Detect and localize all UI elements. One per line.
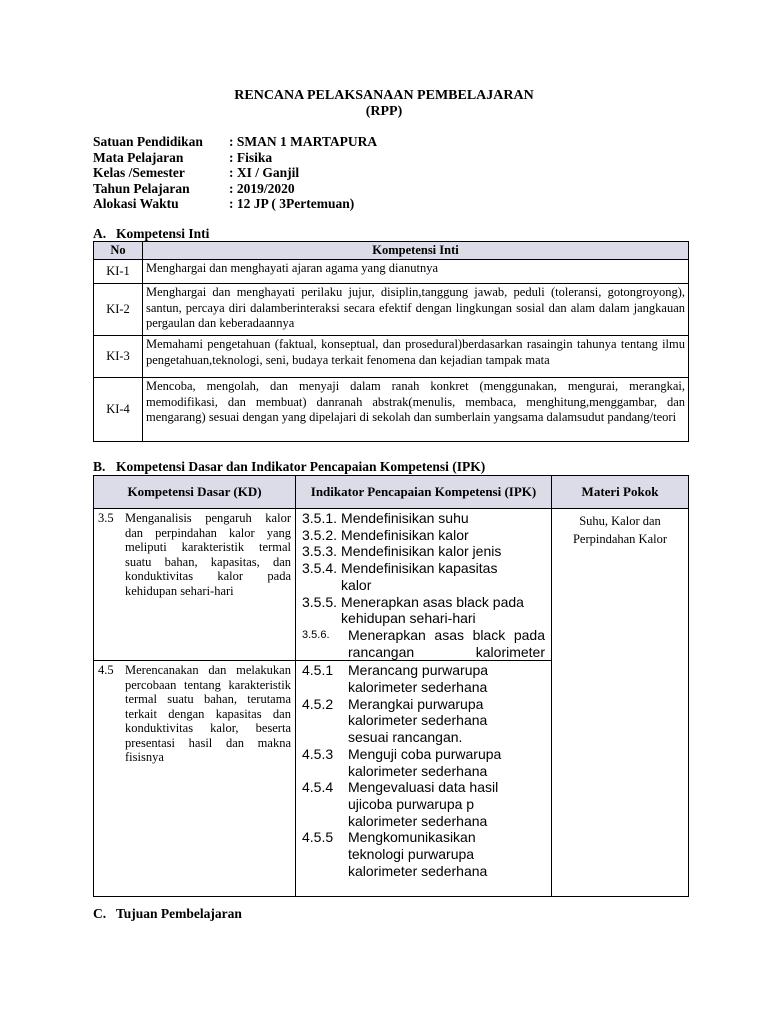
section-b-heading bbox=[93, 459, 485, 475]
ipk-item bbox=[302, 696, 545, 746]
ipk-text: Menerapkan asas black pada kehidupan sehari-hari bbox=[341, 593, 524, 627]
page-title: RENCANA PELAKSANAAN PEMBELAJARAN bbox=[234, 88, 534, 103]
table-row bbox=[94, 284, 689, 336]
identity-value: : SMAN 1 MARTAPURA bbox=[229, 134, 378, 149]
identity-row bbox=[93, 150, 377, 166]
ipk-item bbox=[302, 779, 545, 829]
identity-table bbox=[93, 134, 377, 212]
ipk-item bbox=[302, 527, 545, 544]
kd-text: Merencanakan dan melakukan percobaan tentang karakteristik termal suatu bahan, terutama terkait dengan kapasitas dan konduktivitas kalor, beserta presentasi hasil dan makna fisisnya bbox=[125, 663, 291, 765]
column-header-ki: Kompetensi Inti bbox=[143, 242, 689, 260]
section-title: Tujuan Pembelajaran bbox=[116, 906, 242, 921]
column-header-no: No bbox=[94, 242, 143, 260]
identity-label: Tahun Pelajaran bbox=[93, 180, 190, 196]
ipk-text: Menguji coba purwarupa kalorimeter sederhana bbox=[348, 745, 502, 779]
table-row bbox=[94, 509, 689, 661]
ipk-item bbox=[302, 746, 545, 779]
identity-value: : XI / Ganjil bbox=[229, 165, 300, 180]
kd-code: 3.5 bbox=[98, 511, 114, 525]
section-title: Kompetensi Dasar dan Indikator Pencapaian Kompetensi (IPK) bbox=[116, 459, 486, 474]
section-letter: B. bbox=[93, 459, 106, 474]
ipk-text: Mendefinisikan suhu bbox=[341, 510, 469, 526]
identity-row bbox=[93, 181, 377, 197]
ipk-code: 4.5.3 bbox=[302, 745, 334, 762]
kd-cell bbox=[94, 509, 296, 661]
ipk-code: 4.5.5 bbox=[302, 829, 334, 846]
section-letter: A. bbox=[93, 226, 107, 241]
ipk-code: 3.5.5. bbox=[302, 593, 338, 610]
ipk-text: Mengkomunikasikan teknologi purwarupa kalorimeter sederhana bbox=[348, 829, 488, 879]
ipk-text: Menerapkan asas black pada rancangan kalorimeter bbox=[348, 626, 545, 660]
ipk-cell bbox=[296, 661, 552, 897]
ipk-code: 3.5.2. bbox=[302, 526, 338, 543]
ipk-code: 4.5.1 bbox=[302, 662, 334, 679]
ki-text: Menghargai dan menghayati ajaran agama yang dianutnya bbox=[143, 260, 689, 284]
ipk-text: Merangkai purwarupa kalorimeter sederhana sesuai rancangan. bbox=[348, 695, 488, 746]
ipk-item bbox=[302, 829, 545, 879]
kompetensi-inti-table bbox=[93, 241, 689, 442]
ipk-item bbox=[302, 543, 545, 560]
kd-cell bbox=[94, 661, 296, 897]
ki-number: KI-3 bbox=[94, 336, 143, 378]
identity-label: Mata Pelajaran bbox=[93, 149, 184, 165]
column-header-kd: Kompetensi Dasar (KD) bbox=[94, 476, 296, 509]
column-header-materi: Materi Pokok bbox=[552, 476, 689, 509]
kd-text: Menganalisis pengaruh kalor dan perpindahan kalor yang meliputi karakteristik termal suatu bahan, kapasitas, dan konduktivitas kalor pada kehidupan sehari-hari bbox=[125, 511, 291, 598]
ki-number: KI-1 bbox=[94, 260, 143, 284]
section-c-heading bbox=[93, 906, 242, 922]
table-row bbox=[94, 260, 689, 284]
table-row bbox=[94, 336, 689, 378]
ipk-code: 4.5.2 bbox=[302, 695, 334, 712]
ipk-item bbox=[302, 662, 545, 695]
ipk-code: 3.5.4. bbox=[302, 560, 338, 577]
ipk-code: 3.5.3. bbox=[302, 543, 338, 560]
kd-code: 4.5 bbox=[98, 663, 114, 678]
ipk-code: 4.5.4 bbox=[302, 779, 334, 796]
ki-text: Memahami pengetahuan (faktual, konseptual, dan prosedural)berdasarkan rasaingin tahunya tentang ilmu pengetahuan,teknologi, seni, budaya terkait fenomena dan kejadian tampak mata bbox=[143, 336, 689, 378]
ipk-item bbox=[302, 510, 545, 527]
ki-text: Menghargai dan menghayati perilaku jujur, disiplin,tanggung jawab, peduli (toleransi, gotongroyong), santun, percaya diri dalamberinteraksi secara efektif dengan lingkungan sosial dan alam dalam jangkauan pergaulan dan keberadaannya bbox=[143, 284, 689, 336]
table-header-row bbox=[94, 242, 689, 260]
ipk-item bbox=[302, 594, 545, 627]
identity-label: Satuan Pendidikan bbox=[93, 134, 203, 149]
section-title: Kompetensi Inti bbox=[116, 226, 210, 241]
ipk-item bbox=[302, 560, 545, 593]
identity-label: Alokasi Waktu bbox=[93, 196, 179, 211]
ipk-code: 3.5.6. bbox=[302, 628, 330, 641]
ipk-text: Mendefinisikan kalor jenis bbox=[341, 543, 502, 560]
ipk-text: Mengevaluasi data hasil ujicoba purwarupa p kalorimeter sederhana bbox=[348, 779, 499, 829]
table-header-row bbox=[94, 476, 689, 509]
ipk-text: Mendefinisikan kapasitas kalor bbox=[341, 560, 498, 593]
identity-value: : Fisika bbox=[229, 149, 273, 165]
ipk-item bbox=[302, 627, 545, 660]
ki-text: Mencoba, mengolah, dan menyaji dalam ranah konkret (menggunakan, mengurai, merangkai, memodifikasi, dan membuat) danranah abstrak(menulis, membaca, menghitung,menggambar, dan mengarang) sesuai dengan yang dipelajari di sekolah dan sumberlain yangsama dalamsudut pandang/teori bbox=[143, 378, 689, 442]
ki-number: KI-2 bbox=[94, 284, 143, 336]
identity-row bbox=[93, 134, 377, 150]
ki-number: KI-4 bbox=[94, 378, 143, 442]
column-header-ipk: Indikator Pencapaian Kompetensi (IPK) bbox=[296, 476, 552, 509]
section-letter: C. bbox=[93, 906, 107, 921]
kompetensi-dasar-table bbox=[93, 475, 689, 897]
identity-row bbox=[93, 165, 377, 181]
ipk-text: Merancang purwarupa kalorimeter sederhana bbox=[348, 662, 489, 696]
table-row bbox=[94, 378, 689, 442]
identity-value: : 2019/2020 bbox=[229, 180, 295, 196]
page-subtitle: (RPP) bbox=[365, 104, 403, 119]
identity-value: : 12 JP ( 3Pertemuan) bbox=[229, 196, 355, 211]
ipk-code: 3.5.1. bbox=[302, 510, 338, 526]
ipk-cell bbox=[296, 509, 552, 661]
materi-pokok-cell: Suhu, Kalor dan Perpindahan Kalor bbox=[552, 509, 689, 897]
identity-label: Kelas /Semester bbox=[93, 165, 185, 180]
identity-row bbox=[93, 196, 377, 212]
ipk-text: Mendefinisikan kalor bbox=[341, 526, 469, 543]
section-a-heading bbox=[93, 226, 209, 242]
